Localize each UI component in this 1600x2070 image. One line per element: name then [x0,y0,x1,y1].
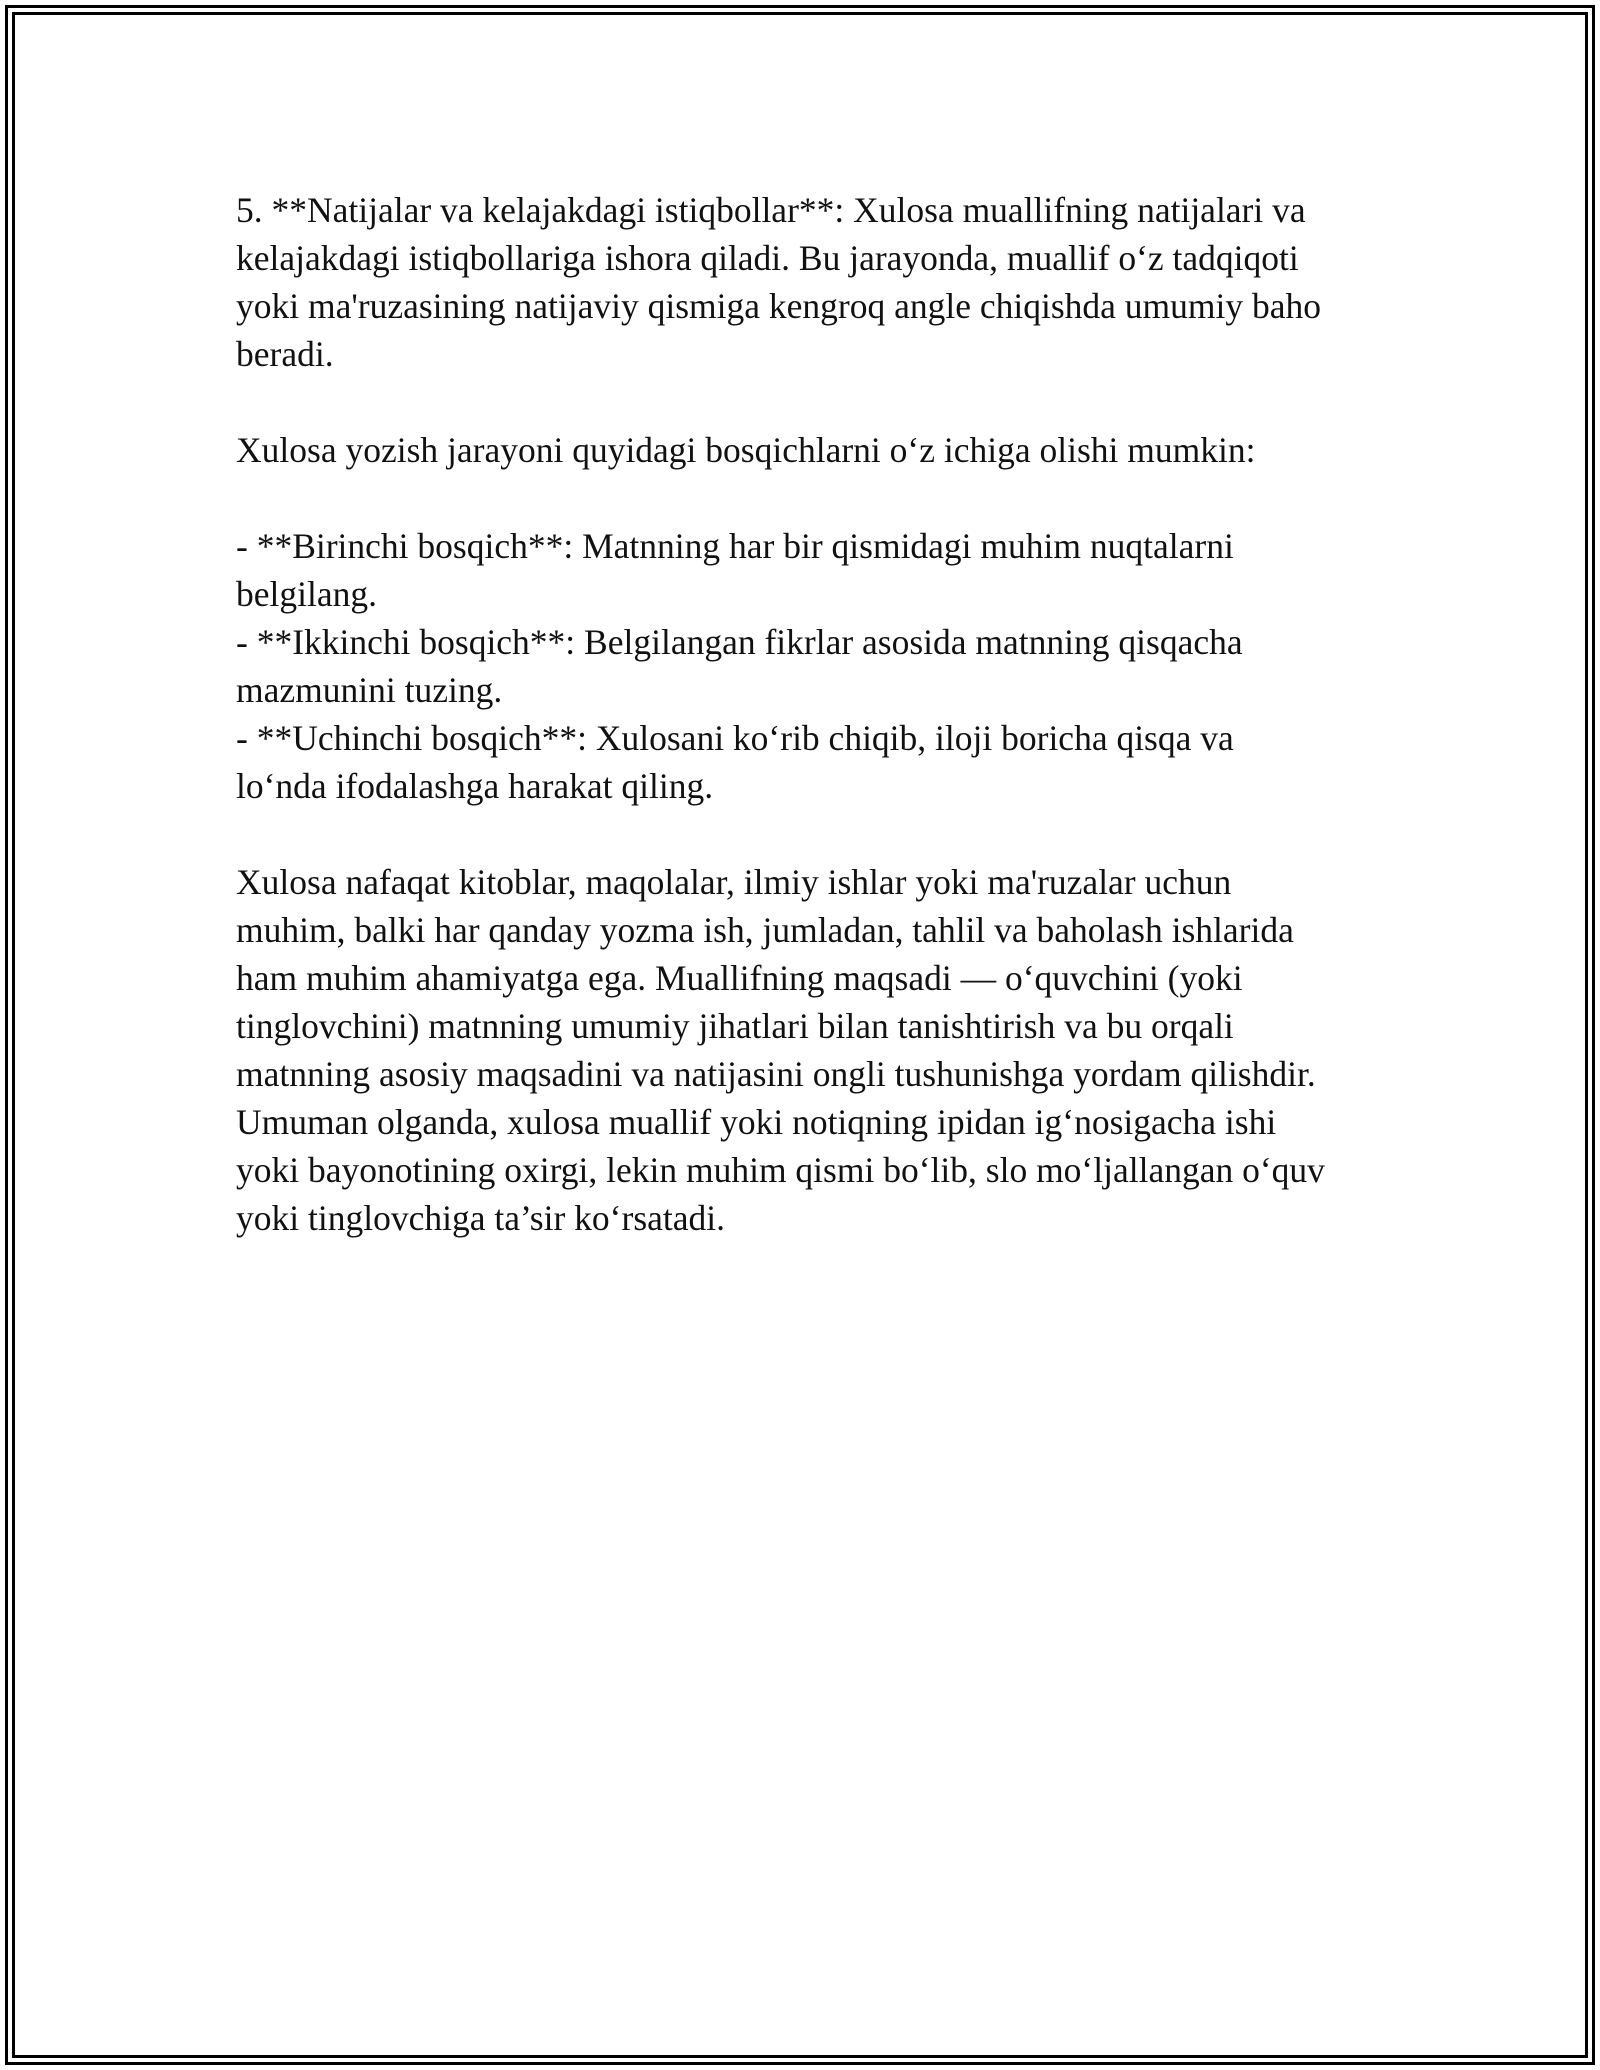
paragraph-conclusion [236,858,1376,1242]
steps-list [236,522,1376,810]
paragraph-point-5 [236,186,1376,378]
text-line: muhim, balki har qanday yozma ish, jumladan, tahlil va baholash ishlarida [236,910,1294,950]
text-line: tinglovchini) matnning umumiy jihatlari bilan tanishtirish va bu orqali [236,1006,1234,1046]
text-line: beradi. [236,334,334,374]
text-line: belgilang. [236,574,377,614]
text-line: matnning asosiy maqsadini va natijasini ongli tushunishga yordam qilishdir. [236,1054,1316,1094]
text-line: yoki bayonotining oxirgi, lekin muhim qismi bo‘lib, slo mo‘ljallangan o‘quv [236,1150,1325,1190]
text-line: yoki ma'ruzasining natijaviy qismiga kengroq angle chiqishda umumiy baho [236,286,1321,326]
text-line: - **Birinchi bosqich**: Matnning har bir qismidagi muhim nuqtalarni [236,526,1234,566]
list-item-step-3 [236,714,1376,810]
text-line: mazmunini tuzing. [236,670,503,710]
text-line: Xulosa nafaqat kitoblar, maqolalar, ilmiy ishlar yoki ma'ruzalar uchun [236,862,1232,902]
text-line: Umuman olganda, xulosa muallif yoki notiqning ipidan ig‘nosigacha ishi [236,1102,1277,1142]
text-line: kelajakdagi istiqbollariga ishora qiladi. Bu jarayonda, muallif o‘z tadqiqoti [236,238,1299,278]
list-item-step-1 [236,522,1376,618]
text-line: 5. **Natijalar va kelajakdagi istiqbollar**: Xulosa muallifning natijalari va [236,190,1306,230]
document-body [236,186,1376,1242]
text-line: yoki tinglovchiga ta’sir ko‘rsatadi. [236,1198,726,1238]
text-line: - **Ikkinchi bosqich**: Belgilangan fikrlar asosida matnning qisqacha [236,622,1243,662]
list-item-step-2 [236,618,1376,714]
text-line: Xulosa yozish jarayoni quyidagi bosqichlarni o‘z ichiga olishi mumkin: [236,430,1256,470]
text-line: ham muhim ahamiyatga ega. Muallifning maqsadi — o‘quvchini (yoki [236,958,1243,998]
paragraph-spacer [236,810,1376,858]
paragraph-spacer [236,474,1376,522]
text-line: - **Uchinchi bosqich**: Xulosani ko‘rib chiqib, iloji boricha qisqa va [236,718,1234,758]
paragraph-intro [236,426,1376,474]
text-line: lo‘nda ifodalashga harakat qiling. [236,766,714,806]
paragraph-spacer [236,378,1376,426]
